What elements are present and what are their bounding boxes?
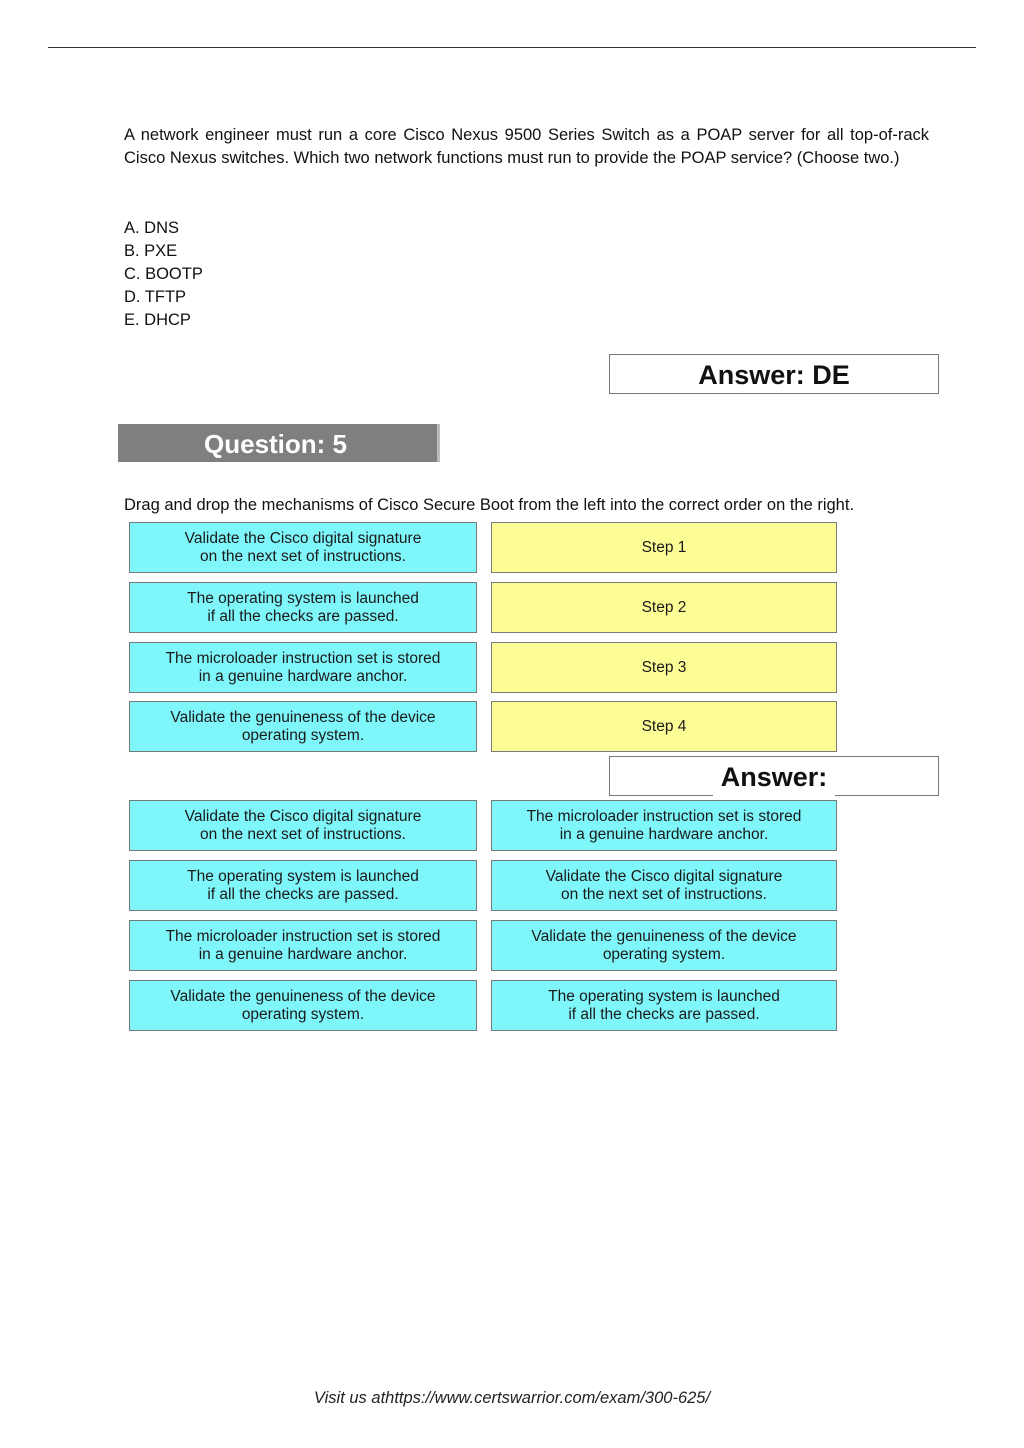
top-divider — [48, 47, 976, 48]
drop-target-step-2[interactable]: Step 2 — [491, 582, 837, 633]
question-4-options — [124, 217, 203, 332]
answer-left-item-4: Validate the genuineness of the device operating system. — [129, 980, 477, 1031]
answer-right-item-4: The operating system is launched if all the checks are passed. — [491, 980, 837, 1031]
answer-left-item-3: The microloader instruction set is stored in a genuine hardware anchor. — [129, 920, 477, 971]
drop-target-step-4[interactable]: Step 4 — [491, 701, 837, 752]
question-4-text: A network engineer must run a core Cisco Nexus 9500 Series Switch as a POAP server for all top-of-rack Cisco Nexus switches. Which two network functions must run to provide the POAP service? (Choose two.) — [124, 126, 929, 167]
answer-left-item-2: The operating system is launched if all the checks are passed. — [129, 860, 477, 911]
answer-box-q5 — [609, 756, 939, 796]
option-c: C. BOOTP — [124, 265, 203, 283]
question-5-header — [118, 424, 440, 462]
drop-target-step-1[interactable]: Step 1 — [491, 522, 837, 573]
answer-box-q4: Answer: DE — [609, 354, 939, 394]
drag-item-4[interactable]: Validate the genuineness of the device operating system. — [129, 701, 477, 752]
option-d: D. TFTP — [124, 288, 187, 306]
answer-right-item-2: Validate the Cisco digital signature on the next set of instructions. — [491, 860, 837, 911]
question-5-header-label: Question: 5 — [204, 429, 348, 459]
drag-item-2[interactable]: The operating system is launched if all the checks are passed. — [129, 582, 477, 633]
answer-left-item-1: Validate the Cisco digital signature on the next set of instructions. — [129, 800, 477, 851]
drop-target-step-3[interactable]: Step 3 — [491, 642, 837, 693]
option-a: A. DNS — [124, 219, 180, 237]
drag-item-3[interactable]: The microloader instruction set is stored in a genuine hardware anchor. — [129, 642, 477, 693]
answer-right-item-1: The microloader instruction set is stored in a genuine hardware anchor. — [491, 800, 837, 851]
drag-item-1[interactable]: Validate the Cisco digital signature on the next set of instructions. — [129, 522, 477, 573]
footer-visit-link[interactable]: Visit us athttps://www.certswarrior.com/exam/300-625/ — [313, 1389, 711, 1407]
option-b: B. PXE — [124, 242, 178, 260]
option-e: E. DHCP — [124, 311, 191, 329]
answer-label: Answer: — [713, 757, 836, 797]
answer-right-item-3: Validate the genuineness of the device operating system. — [491, 920, 837, 971]
question-5-text: Drag and drop the mechanisms of Cisco Secure Boot from the left into the correct order on the right. — [124, 496, 855, 514]
